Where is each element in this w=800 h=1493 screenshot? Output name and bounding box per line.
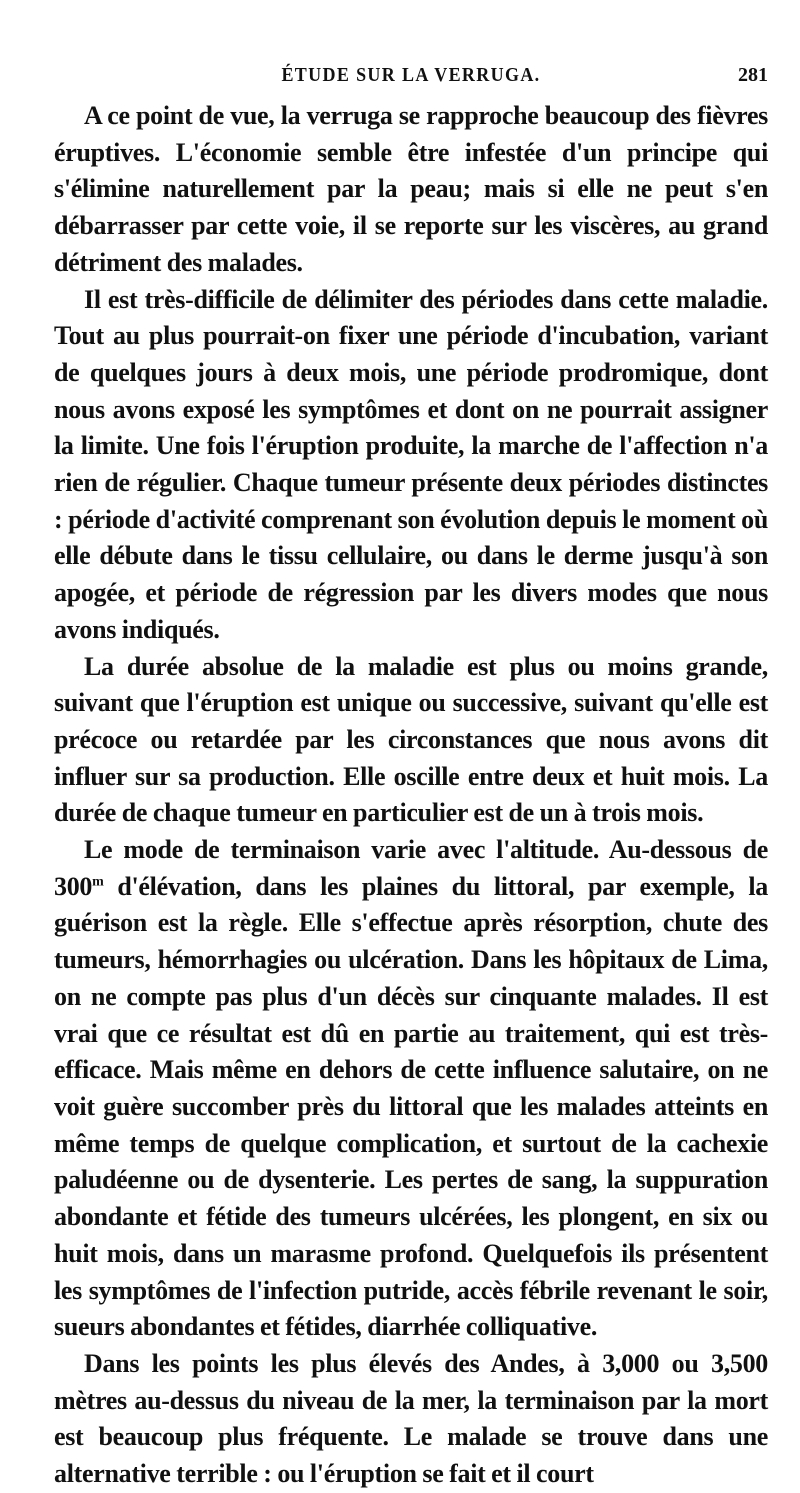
- meter-unit-superscript: m: [92, 874, 104, 890]
- body-text: [54, 98, 768, 1493]
- running-title: ÉTUDE SUR LA VERRUGA.: [281, 64, 541, 86]
- page-number: 281: [738, 64, 768, 86]
- termination-text-start: Le mode de terminaison varie avec l'altitude. Au-dessous de 300: [54, 835, 768, 901]
- paragraph-duration: La durée absolue de la maladie est plus ou moins grande, suivant que l'éruption est unique ou successive, suivant qu'elle est précoce ou retardée par les circonstances que nous avons dit influer sur sa production. Elle oscille entre deux et huit mois. La durée de chaque tumeur en particulier est de un à trois mois.: [54, 651, 768, 828]
- paragraph-andes: Dans les points les plus élevés des Andes, à 3,000 ou 3,500 mètres au-dessus du niveau de la mer, la terminaison par la mort est beaucoup plus fréquente. Le malade se trouve dans une alternative terrible : ou l'éruption se fait et il court: [54, 1348, 768, 1489]
- paragraph-fevers: A ce point de vue, la verruga se rapproche beaucoup des fièvres éruptives. L'économie semble être infestée d'un principe qui s'élimine naturellement par la peau; mais si elle ne peut s'en débarrasser par cette voie, il se reporte sur les viscères, au grand détriment des malades.: [54, 101, 768, 277]
- termination-text-end: d'élévation, dans les plaines du littoral, par exemple, la guérison est la règle. Elle s'effectue après résorption, chute des tumeurs, hémorrhagies ou ulcération. Dans les hôpitaux de Lima, on ne compte pas plus d'un décès sur cinquante malades. Il est vrai que ce résultat est dû en partie au traitement, qui est très-efficace. Mais même en dehors de cette influence salutaire, on ne voit guère succomber près du littoral que les malades atteints en même temps de quelque complication, et surtout de la cachexie paludéenne ou de dysenterie. Les pertes de sang, la suppuration abondante et fétide des tumeurs ulcérées, les plongent, en six ou huit mois, dans un marasme profond. Quelquefois ils présentent les symptômes de l'infection putride, accès fébrile revenant le soir, sueurs abondantes et fétides, diarrhée colliquative.: [54, 871, 768, 1342]
- page-content: [54, 64, 768, 1493]
- running-header: [54, 64, 768, 98]
- paragraph-periods: Il est très-difficile de délimiter des périodes dans cette maladie. Tout au plus pourrait-on fixer une période d'incubation, variant de quelques jours à deux mois, une période prodromique, dont nous avons exposé les symptômes et dont on ne pourrait assigner la limite. Une fois l'éruption produite, la marche de l'affection n'a rien de régulier. Chaque tumeur présente deux périodes distinctes : période d'activité comprenant son évolution depuis le moment où elle débute dans le tissu cellulaire, ou dans le derme jusqu'à son apogée, et période de régression par les divers modes que nous avons indiqués.: [54, 284, 768, 644]
- paragraph-termination: [54, 832, 768, 1346]
